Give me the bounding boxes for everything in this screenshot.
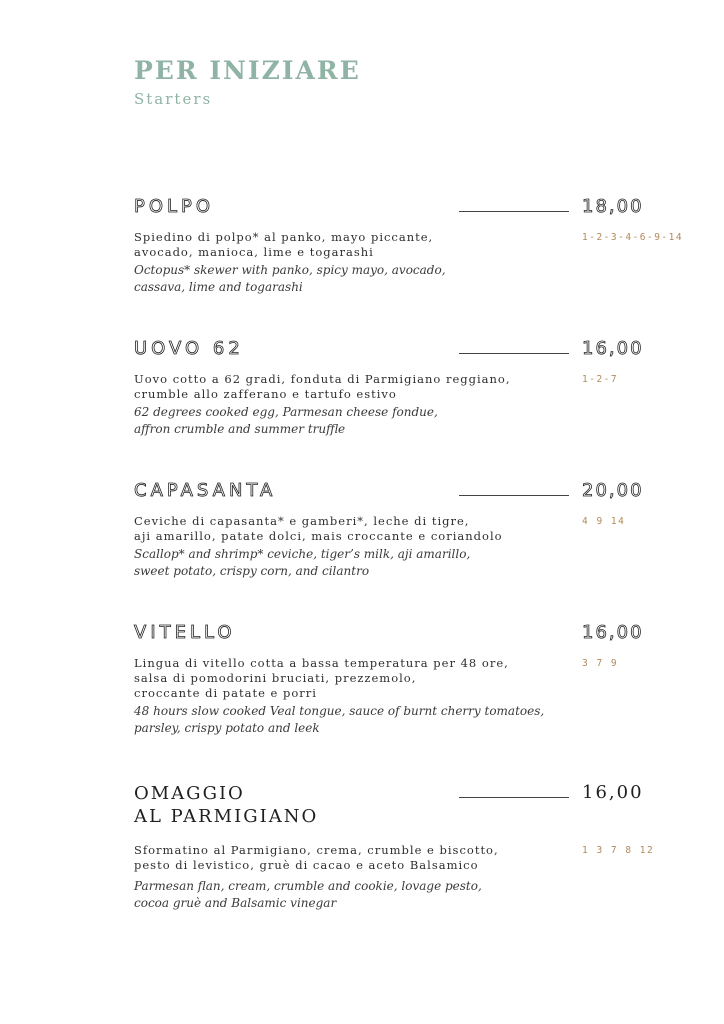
allergen-codes: 1-2-7 xyxy=(582,374,619,385)
dish-price: 16,00 xyxy=(582,622,644,643)
section-subtitle: Starters xyxy=(134,90,213,108)
dish-name xyxy=(134,782,318,828)
description-english: 62 degrees cooked egg, Parmesan cheese fondue, affron crumble and summer truffle xyxy=(134,405,438,436)
dish-name-line-1: OMAGGIO xyxy=(134,783,245,804)
description-english: Octopus* skewer with panko, spicy mayo, avocado, cassava, lime and togarashi xyxy=(134,263,446,294)
price-leader-line xyxy=(459,353,569,354)
description-italian: Sformatino al Parmigiano, crema, crumble e biscotto, pesto di levistico, gruè di cacao e aceto Balsamico xyxy=(134,843,499,872)
description-italian: Spiedino di polpo* al panko, mayo piccante, avocado, manioca, lime e togarashi xyxy=(134,230,434,259)
price-leader-line xyxy=(459,211,569,212)
dish-name: VITELLO xyxy=(134,622,236,643)
dish-name: UOVO 62 xyxy=(134,338,244,359)
price-leader-line xyxy=(459,495,569,496)
dish-price: 16,00 xyxy=(582,338,644,359)
allergen-codes: 1-2-3-4-6-9-14 xyxy=(582,232,684,243)
description-english: 48 hours slow cooked Veal tongue, sauce of burnt cherry tomatoes, parsley, crispy potato and leek xyxy=(134,704,545,735)
allergen-codes: 4 9 14 xyxy=(582,516,626,527)
dish-name-line-2: AL PARMIGIANO xyxy=(134,806,319,827)
dish-price: 16,00 xyxy=(582,782,644,803)
description-english: Scallop* and shrimp* ceviche, tiger’s milk, aji amarillo, sweet potato, crispy corn, and cilantro xyxy=(134,547,471,578)
description-italian: Lingua di vitello cotta a bassa temperatura per 48 ore, salsa di pomodorini bruciati, prezzemolo, croccante di patate e porri xyxy=(134,656,509,700)
dish-price: 18,00 xyxy=(582,196,644,217)
allergen-codes: 3 7 9 xyxy=(582,658,619,669)
section-title: PER INIZIARE xyxy=(134,56,361,85)
dish-name: CAPASANTA xyxy=(134,480,277,501)
dish-name: POLPO xyxy=(134,196,215,217)
description-italian: Uovo cotto a 62 gradi, fonduta di Parmigiano reggiano, crumble allo zafferano e tartufo estivo xyxy=(134,372,511,401)
description-italian: Ceviche di capasanta* e gamberi*, leche di tigre, aji amarillo, patate dolci, mais croccante e coriandolo xyxy=(134,514,503,543)
dish-price: 20,00 xyxy=(582,480,644,501)
description-english: Parmesan flan, cream, crumble and cookie, lovage pesto, cocoa gruè and Balsamic vinegar xyxy=(134,879,482,910)
allergen-codes: 1 3 7 8 12 xyxy=(582,845,655,856)
price-leader-line xyxy=(459,797,569,798)
